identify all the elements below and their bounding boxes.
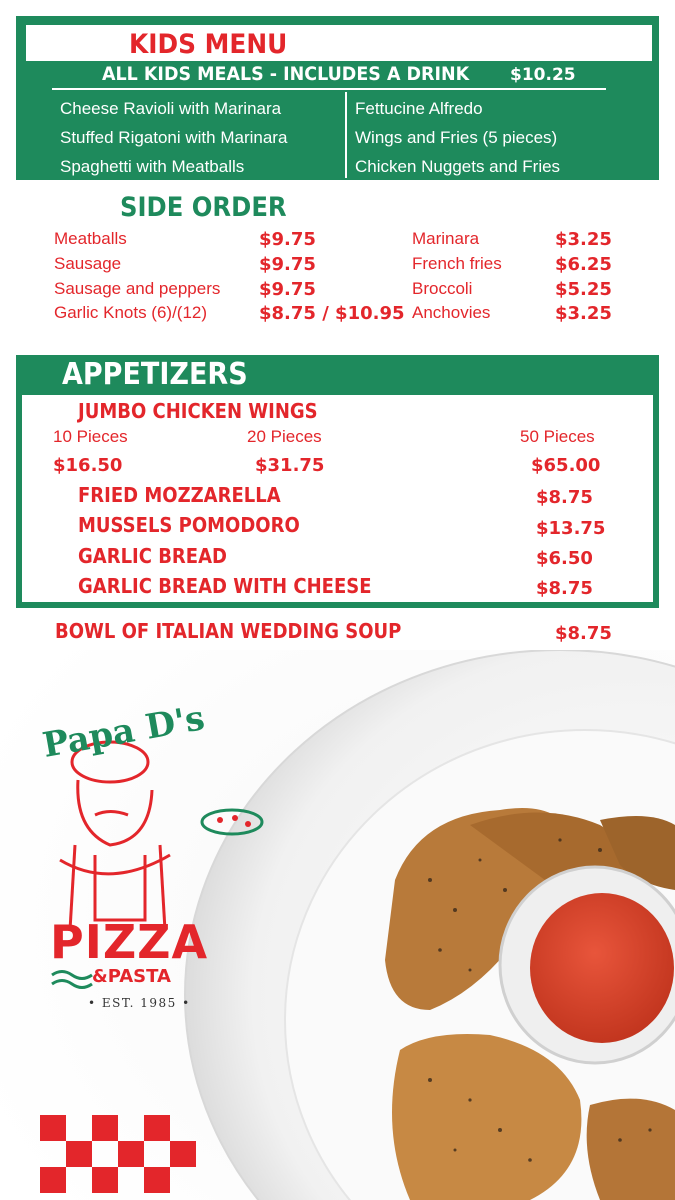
side-item-price: $6.25 <box>555 254 612 275</box>
logo-established: • EST. 1985 • <box>88 996 191 1010</box>
appetizer-name: GARLIC BREAD WITH CHEESE <box>78 574 372 598</box>
appetizer-name: FRIED MOZZARELLA <box>78 483 281 507</box>
appetizers-panel <box>16 355 659 608</box>
side-item-price: $9.75 <box>259 229 316 250</box>
kids-item: Cheese Ravioli with Marinara <box>60 99 282 118</box>
appetizer-price: $8.75 <box>536 487 593 508</box>
wings-option-price: $31.75 <box>255 455 325 476</box>
wings-option-label: 50 Pieces <box>520 427 595 446</box>
kids-right-column <box>355 94 560 181</box>
appetizers-title: APPETIZERS <box>62 357 248 392</box>
kids-item: Chicken Nuggets and Fries <box>355 157 561 176</box>
soup-name: BOWL OF ITALIAN WEDDING SOUP <box>55 619 402 643</box>
logo-pasta-word: &PASTA <box>92 966 171 987</box>
side-item-name: Broccoli <box>412 279 473 298</box>
wings-option-label: 20 Pieces <box>247 427 322 446</box>
kids-menu-panel <box>16 16 659 180</box>
side-item-name: French fries <box>412 254 502 273</box>
kids-menu-title: KIDS MENU <box>129 29 288 60</box>
appetizer-name: MUSSELS POMODORO <box>78 513 300 537</box>
appetizer-price: $8.75 <box>536 578 593 599</box>
appetizer-price: $6.50 <box>536 548 593 569</box>
side-item-price: $3.25 <box>555 229 612 250</box>
brand-name: Papa D's <box>39 698 208 766</box>
kids-item: Wings and Fries (5 pieces) <box>355 128 558 147</box>
appetizer-name: GARLIC BREAD <box>78 544 227 568</box>
side-item-price: $3.25 <box>555 303 612 324</box>
kids-item: Fettucine Alfredo <box>355 99 483 118</box>
side-item-name: Garlic Knots (6)/(12) <box>54 303 208 322</box>
side-item-price: $9.75 <box>259 279 316 300</box>
kids-meals-price: $10.25 <box>510 65 576 85</box>
side-item-price: $5.25 <box>555 279 612 300</box>
wings-option-label: 10 Pieces <box>53 427 128 446</box>
wings-title: JUMBO CHICKEN WINGS <box>78 399 318 423</box>
kids-divider <box>52 88 606 90</box>
logo-pizza-word: PIZZA <box>50 915 209 969</box>
kids-item: Stuffed Rigatoni with Marinara <box>60 128 288 147</box>
side-item-price: $9.75 <box>259 254 316 275</box>
kids-column-divider <box>345 92 347 178</box>
side-item-name: Anchovies <box>412 303 491 322</box>
side-order-title: SIDE ORDER <box>120 192 287 223</box>
wings-option-price: $16.50 <box>53 455 123 476</box>
kids-meals-subtitle: ALL KIDS MEALS - INCLUDES A DRINK <box>102 63 470 85</box>
wings-option-price: $65.00 <box>531 455 601 476</box>
side-item-name: Meatballs <box>54 229 127 248</box>
side-item-price: $8.75 / $10.95 <box>259 303 405 324</box>
side-item-name: Sausage <box>54 254 122 273</box>
soup-price: $8.75 <box>555 623 612 644</box>
side-item-name: Sausage and peppers <box>54 279 221 298</box>
appetizer-price: $13.75 <box>536 518 606 539</box>
side-item-name: Marinara <box>412 229 480 248</box>
kids-menu-title-bar <box>26 25 652 61</box>
kids-item: Spaghetti with Meatballs <box>60 157 245 176</box>
kids-left-column <box>60 94 287 181</box>
